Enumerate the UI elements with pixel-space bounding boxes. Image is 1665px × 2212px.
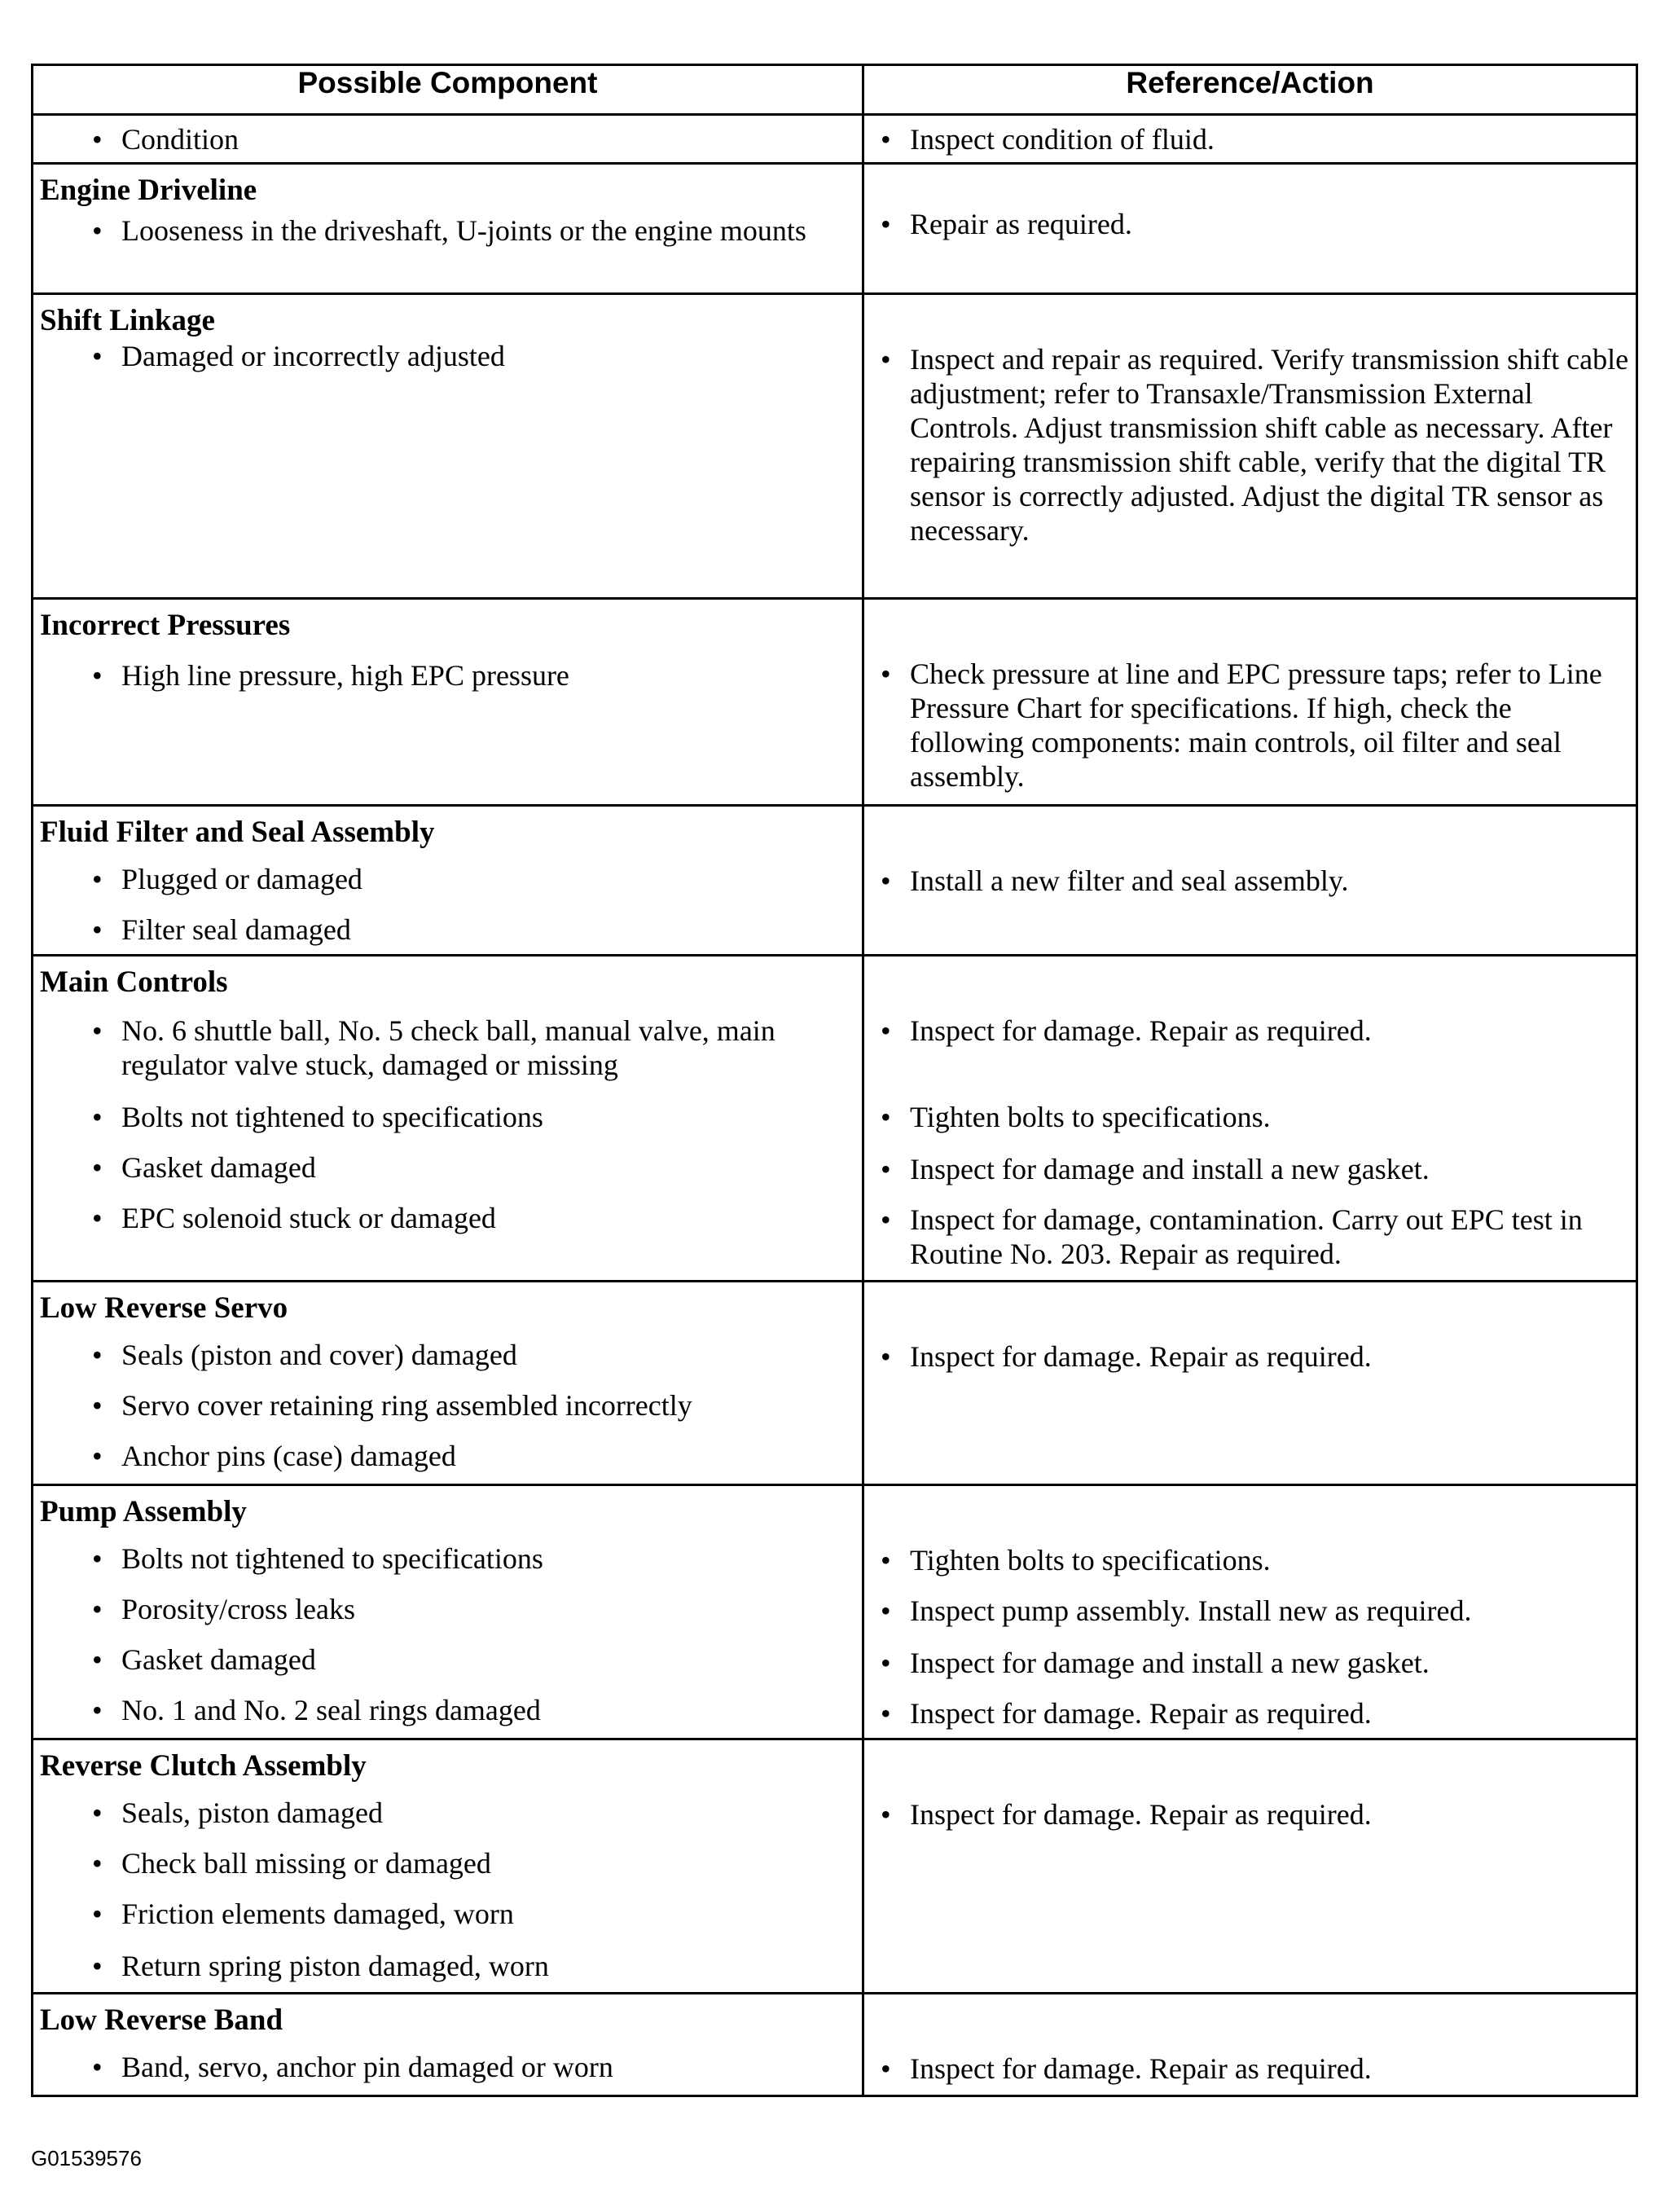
table-row <box>33 806 1637 956</box>
component-cell <box>33 115 863 164</box>
component-item <box>33 1541 862 1576</box>
component-item-text: Looseness in the driveshaft, U-joints or the engine mounts <box>121 214 806 247</box>
action-item <box>864 122 1636 156</box>
component-item-text: Check ball missing or damaged <box>121 1847 491 1880</box>
action-item-text: Install a new filter and seal assembly. <box>910 864 1349 897</box>
action-item <box>864 2051 1636 2086</box>
bullet-icon: • <box>92 340 103 372</box>
table-row <box>33 1282 1637 1485</box>
component-item <box>33 2050 862 2084</box>
component-item <box>33 1693 862 1727</box>
component-group-title: Fluid Filter and Seal Assembly <box>40 816 435 849</box>
bullet-icon: • <box>92 1643 103 1676</box>
bullet-icon: • <box>92 659 103 692</box>
action-list <box>864 1486 1636 1735</box>
action-item <box>864 342 1636 548</box>
table-header-row <box>33 65 1637 115</box>
component-item-text: Friction elements damaged, worn <box>121 1898 514 1930</box>
component-item-text: Porosity/cross leaks <box>121 1593 355 1625</box>
action-cell <box>863 599 1637 806</box>
bullet-icon: • <box>92 1593 103 1625</box>
component-item <box>33 122 862 156</box>
component-item <box>33 1897 862 1931</box>
action-list <box>864 1994 1636 2091</box>
component-item-text: Servo cover retaining ring assembled incorrectly <box>121 1389 692 1422</box>
table-row <box>33 1994 1637 2096</box>
bullet-icon: • <box>881 1203 891 1236</box>
action-item <box>864 1203 1636 1271</box>
table-row <box>33 599 1637 806</box>
action-item-text: Inspect condition of fluid. <box>910 123 1215 156</box>
action-cell <box>863 1739 1637 1994</box>
component-item <box>33 1150 862 1185</box>
diagnosis-table <box>31 64 1638 2097</box>
component-item <box>33 913 862 947</box>
component-item-text: Bolts not tightened to specifications <box>121 1101 543 1133</box>
component-item <box>33 1949 862 1983</box>
bullet-icon: • <box>881 1697 891 1730</box>
action-item <box>864 1696 1636 1730</box>
action-item-text: Inspect for damage. Repair as required. <box>910 1798 1372 1831</box>
component-cell <box>33 164 863 294</box>
component-item-text: Seals, piston damaged <box>121 1796 383 1829</box>
bullet-icon: • <box>881 1647 891 1679</box>
action-list <box>864 807 1636 903</box>
component-list <box>33 851 862 952</box>
component-item <box>33 1439 862 1473</box>
component-group-title: Engine Driveline <box>40 174 257 207</box>
component-group-title: Pump Assembly <box>40 1495 247 1528</box>
bullet-icon: • <box>881 657 891 690</box>
header-reference-action: Reference/Action <box>863 65 1637 115</box>
bullet-icon: • <box>92 2051 103 2083</box>
component-item <box>33 1796 862 1830</box>
action-item-text: Tighten bolts to specifications. <box>910 1101 1271 1133</box>
component-item-text: Gasket damaged <box>121 1151 316 1184</box>
table-row <box>33 294 1637 599</box>
action-cell <box>863 1282 1637 1485</box>
bullet-icon: • <box>881 1153 891 1185</box>
component-list <box>33 1000 862 1240</box>
action-list <box>864 956 1636 1276</box>
component-list <box>33 1530 862 1732</box>
component-cell <box>33 1485 863 1739</box>
action-cell <box>863 1994 1637 2096</box>
component-item-text: Seals (piston and cover) damaged <box>121 1339 517 1371</box>
bullet-icon: • <box>92 913 103 946</box>
component-item <box>33 1388 862 1423</box>
component-list <box>33 116 862 161</box>
table-row <box>33 115 1637 164</box>
table-row <box>33 1485 1637 1739</box>
component-item-text: No. 1 and No. 2 seal rings damaged <box>121 1694 541 1726</box>
action-cell <box>863 1485 1637 1739</box>
component-cell <box>33 1739 863 1994</box>
action-list <box>864 116 1636 161</box>
bullet-icon: • <box>92 214 103 247</box>
bullet-icon: • <box>881 864 891 897</box>
bullet-icon: • <box>881 1340 891 1373</box>
action-item-text: Inspect for damage and install a new gasket. <box>910 1153 1430 1185</box>
bullet-icon: • <box>92 1339 103 1371</box>
component-group-title: Incorrect Pressures <box>40 609 291 642</box>
bullet-icon: • <box>881 2052 891 2085</box>
action-item <box>864 1014 1636 1048</box>
action-item <box>864 1797 1636 1832</box>
action-item <box>864 1100 1636 1134</box>
action-list <box>864 295 1636 552</box>
component-item <box>33 1201 862 1235</box>
component-list <box>33 644 862 697</box>
action-list <box>864 1740 1636 1836</box>
component-list <box>33 1326 862 1478</box>
bullet-icon: • <box>881 1594 891 1627</box>
bullet-icon: • <box>881 1544 891 1577</box>
action-item <box>864 1339 1636 1374</box>
table-row <box>33 956 1637 1282</box>
action-list <box>864 1282 1636 1379</box>
bullet-icon: • <box>881 1101 891 1133</box>
action-item-text: Inspect and repair as required. Verify transmission shift cable adjustment; refer to Transaxle/Transmission External Controls. Adjust transmission shift cable as necessary. After repairing transmission shift cable, verify that the digital TR sensor is correctly adjusted. Adjust the digital TR sensor as necessary. <box>910 343 1629 547</box>
component-item-text: Condition <box>121 123 239 156</box>
component-item <box>33 862 862 896</box>
component-item-text: Bolts not tightened to specifications <box>121 1542 543 1575</box>
table-body <box>33 115 1637 2096</box>
action-cell <box>863 956 1637 1282</box>
component-item-text: Anchor pins (case) damaged <box>121 1440 456 1472</box>
bullet-icon: • <box>92 1796 103 1829</box>
header-possible-component: Possible Component <box>33 65 863 115</box>
component-item <box>33 1592 862 1626</box>
component-item <box>33 1846 862 1880</box>
bullet-icon: • <box>881 208 891 240</box>
action-item <box>864 657 1636 794</box>
action-item-text: Inspect pump assembly. Install new as required. <box>910 1594 1472 1627</box>
component-item-text: Band, servo, anchor pin damaged or worn <box>121 2051 613 2083</box>
action-item-text: Inspect for damage. Repair as required. <box>910 2052 1372 2085</box>
component-item-text: Plugged or damaged <box>121 863 362 895</box>
component-item <box>33 1643 862 1677</box>
bullet-icon: • <box>92 1898 103 1930</box>
component-cell <box>33 1282 863 1485</box>
figure-code: G01539576 <box>31 2146 142 2170</box>
component-item <box>33 1338 862 1372</box>
action-item-text: Tighten bolts to specifications. <box>910 1544 1271 1577</box>
action-item <box>864 864 1636 898</box>
action-item-text: Inspect for damage. Repair as required. <box>910 1014 1372 1047</box>
action-item <box>864 1152 1636 1186</box>
component-group-title: Reverse Clutch Assembly <box>40 1749 367 1783</box>
component-cell <box>33 1994 863 2096</box>
component-item <box>33 1014 862 1082</box>
component-item-text: High line pressure, high EPC pressure <box>121 659 569 692</box>
action-cell <box>863 806 1637 956</box>
component-item-text: Filter seal damaged <box>121 913 351 946</box>
component-list <box>33 209 862 253</box>
bullet-icon: • <box>92 1440 103 1472</box>
component-cell <box>33 294 863 599</box>
bullet-icon: • <box>881 123 891 156</box>
action-item <box>864 207 1636 241</box>
component-item <box>33 1100 862 1134</box>
component-cell <box>33 599 863 806</box>
bullet-icon: • <box>92 1950 103 1982</box>
bullet-icon: • <box>881 343 891 376</box>
component-item-text: Return spring piston damaged, worn <box>121 1950 549 1982</box>
bullet-icon: • <box>92 1151 103 1184</box>
bullet-icon: • <box>881 1798 891 1831</box>
bullet-icon: • <box>92 1694 103 1726</box>
bullet-icon: • <box>92 1202 103 1234</box>
action-list <box>864 600 1636 798</box>
component-item <box>33 339 862 373</box>
component-group-title: Main Controls <box>40 965 228 999</box>
component-cell <box>33 806 863 956</box>
component-item-text: EPC solenoid stuck or damaged <box>121 1202 496 1234</box>
table-row <box>33 1739 1637 1994</box>
component-item-text: Gasket damaged <box>121 1643 316 1676</box>
bullet-icon: • <box>92 1014 103 1047</box>
action-item-text: Inspect for damage, contamination. Carry out EPC test in Routine No. 203. Repair as required. <box>910 1203 1583 1270</box>
action-item-text: Inspect for damage. Repair as required. <box>910 1697 1372 1730</box>
action-item-text: Check pressure at line and EPC pressure taps; refer to Line Pressure Chart for specifications. If high, check the following components: main controls, oil filter and seal assembly. <box>910 657 1602 793</box>
component-item <box>33 658 862 693</box>
bullet-icon: • <box>92 1389 103 1422</box>
action-item <box>864 1646 1636 1680</box>
action-item <box>864 1543 1636 1577</box>
component-item <box>33 213 862 248</box>
component-item-text: No. 6 shuttle ball, No. 5 check ball, manual valve, main regulator valve stuck, damaged or missing <box>121 1014 775 1081</box>
action-item-text: Inspect for damage and install a new gasket. <box>910 1647 1430 1679</box>
component-item-text: Damaged or incorrectly adjusted <box>121 340 505 372</box>
bullet-icon: • <box>92 1847 103 1880</box>
bullet-icon: • <box>92 123 103 156</box>
component-list <box>33 1784 862 1988</box>
component-group-title: Low Reverse Servo <box>40 1291 288 1325</box>
action-item-text: Repair as required. <box>910 208 1132 240</box>
bullet-icon: • <box>92 1542 103 1575</box>
bullet-icon: • <box>881 1014 891 1047</box>
action-list <box>864 165 1636 246</box>
action-cell <box>863 164 1637 294</box>
action-cell <box>863 294 1637 599</box>
bullet-icon: • <box>92 863 103 895</box>
component-group-title: Low Reverse Band <box>40 2003 283 2037</box>
table-row <box>33 164 1637 294</box>
action-cell <box>863 115 1637 164</box>
action-item-text: Inspect for damage. Repair as required. <box>910 1340 1372 1373</box>
component-list <box>33 2038 862 2089</box>
component-cell <box>33 956 863 1282</box>
component-group-title: Shift Linkage <box>40 304 215 337</box>
action-item <box>864 1594 1636 1628</box>
bullet-icon: • <box>92 1101 103 1133</box>
component-list <box>33 339 862 378</box>
